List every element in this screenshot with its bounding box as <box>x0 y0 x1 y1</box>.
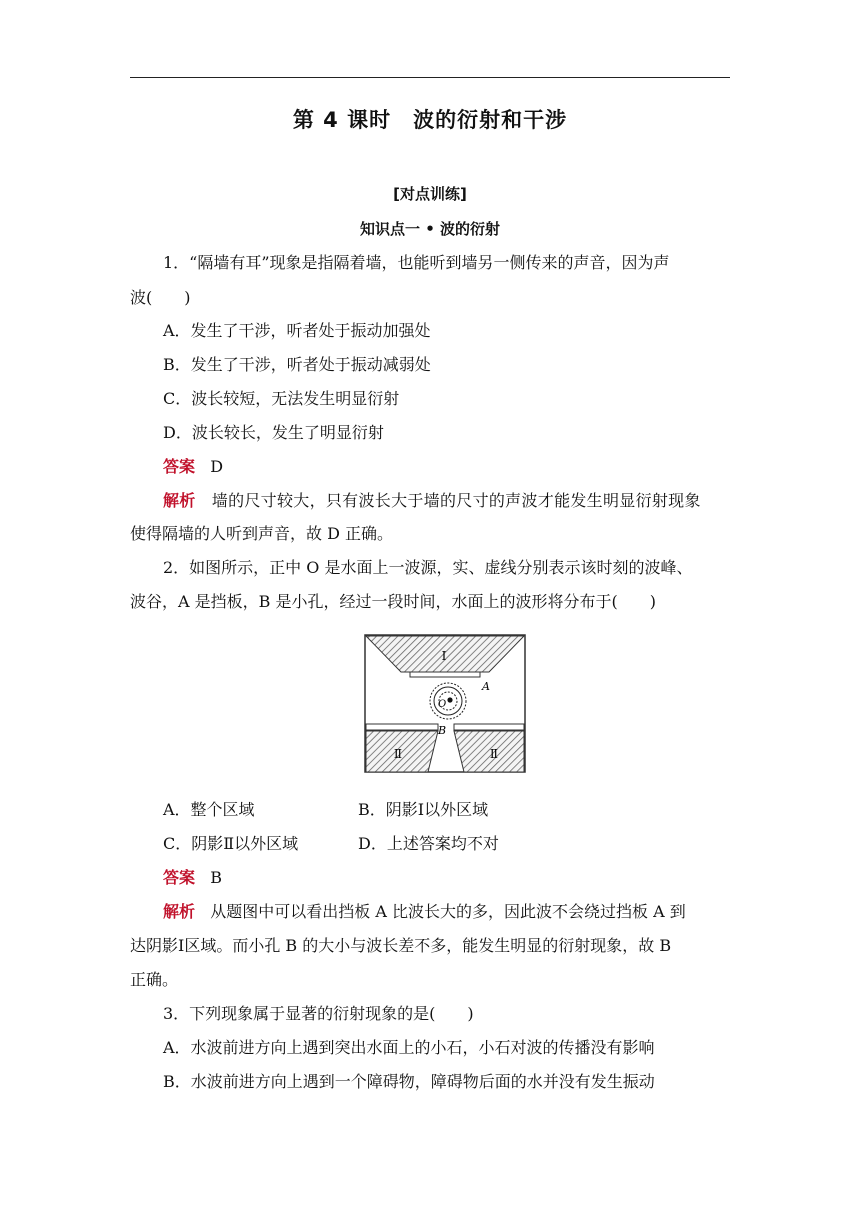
q3-option-a: A．水波前进方向上遇到突出水面上的小石，小石对波的传播没有影响 <box>163 1038 655 1057</box>
analysis-label: 解析 <box>163 902 196 921</box>
q2-stem-line1: 2．如图所示，正中 O 是水面上一波源，实、虚线分别表示该时刻的波峰、 <box>163 558 693 577</box>
q2-option-b: B．阴影Ⅰ以外区域 <box>358 800 489 819</box>
q1-option-a: A．发生了干涉，听者处于振动加强处 <box>163 321 431 340</box>
region-label-1: Ⅰ <box>441 649 447 663</box>
q1-analysis-line1 <box>163 491 701 511</box>
label-b: B <box>438 724 447 737</box>
q1-stem-line1: 1．“隔墙有耳”现象是指隔着墙，也能听到墙另一侧传来的声音，因为声 <box>163 253 670 272</box>
header-rule <box>130 77 730 78</box>
q1-analysis-line2: 使得隔墙的人听到声音，故 D 正确。 <box>130 524 394 543</box>
q2-analysis-line2: 达阴影Ⅰ区域。而小孔 B 的大小与波长差不多，能发生明显的衍射现象，故 B <box>130 936 672 955</box>
region-label-2-right: Ⅱ <box>489 747 499 761</box>
answer-label: 答案 <box>163 868 196 887</box>
q2-stem-line2: 波谷，A 是挡板，B 是小孔，经过一段时间，水面上的波形将分布于( ) <box>130 592 656 611</box>
q3-option-b: B．水波前进方向上遇到一个障碍物，障碍物后面的水并没有发生振动 <box>163 1072 655 1091</box>
knowledge-point-heading: 知识点一 • 波的衍射 <box>359 220 501 238</box>
wall-left <box>366 724 438 730</box>
q2-option-c: C．阴影Ⅱ以外区域 <box>163 834 299 853</box>
page-title: 第 4 课时 波的衍射和干涉 <box>292 108 568 132</box>
wave-diffraction-figure <box>364 634 526 773</box>
wave-source-dot <box>447 697 452 702</box>
analysis-text: 墙的尺寸较大，只有波长大于墙的尺寸的声波才能发生明显衍射现象 <box>211 491 701 510</box>
region-label-2-left: Ⅱ <box>393 747 403 761</box>
q1-option-b: B．发生了干涉，听者处于振动减弱处 <box>163 355 431 374</box>
label-a: A <box>482 680 490 693</box>
q2-option-a: A．整个区域 <box>163 800 255 819</box>
answer-value: B <box>210 868 223 887</box>
q1-option-c: C．波长较短，无法发生明显衍射 <box>163 389 400 408</box>
q1-stem-line2: 波( ) <box>130 288 191 307</box>
q1-answer <box>163 457 223 477</box>
analysis-text: 从题图中可以看出挡板 A 比波长大的多，因此波不会绕过挡板 A 到 <box>210 902 686 921</box>
label-o: O <box>438 699 447 710</box>
section-header: [对点训练] <box>393 185 467 203</box>
q2-answer <box>163 868 222 888</box>
q2-analysis-line1 <box>163 902 686 922</box>
wall-right <box>454 724 524 730</box>
q2-option-d: D．上述答案均不对 <box>358 834 499 853</box>
q2-analysis-line3: 正确。 <box>130 970 179 989</box>
analysis-label: 解析 <box>163 491 196 510</box>
answer-label: 答案 <box>163 457 196 476</box>
q3-stem: 3．下列现象属于显著的衍射现象的是( ) <box>163 1004 474 1023</box>
barrier-a <box>410 672 480 677</box>
answer-value: D <box>210 457 224 476</box>
q1-option-d: D．波长较长，发生了明显衍射 <box>163 423 384 442</box>
